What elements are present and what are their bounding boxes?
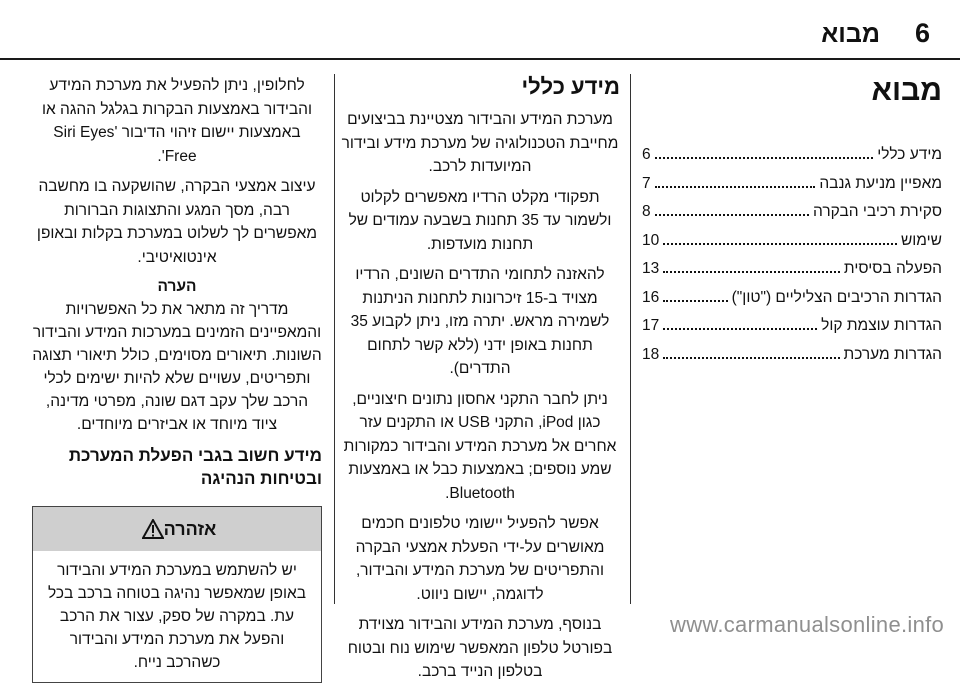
note-label: הערה	[157, 278, 197, 295]
toc-item-title: שימוש	[900, 231, 942, 249]
toc-item-page: 8	[642, 203, 651, 220]
page-header	[0, 0, 960, 58]
general-info-column	[340, 74, 620, 691]
paragraph: להאזנה לתחומי התדרים השונים, הרדיו מצויד ב-15 זיכרונות לתחנות הניתנות לשמירה מראש. יתרה מזו, ניתן לקבוע 35 תחנות באופן ידני (ללא קשר לתחום התדרים).	[350, 266, 610, 377]
toc-item-page: 6	[642, 146, 651, 163]
toc-item-page: 7	[642, 174, 651, 192]
paragraph: תפקודי מקלט הרדיו מאפשרים לקלוט ולשמור עד 35 תחנות בשבעה עמודים של תחנות מועדפות.	[348, 188, 612, 253]
toc-item-page: 10	[642, 231, 660, 249]
toc-leader-dots	[663, 299, 727, 302]
toc-leader-dots	[663, 270, 840, 273]
toc-item-title: מאפיין מניעת גנבה	[819, 174, 942, 192]
header-title: מבוא	[821, 20, 880, 48]
toc-item[interactable]	[642, 175, 942, 204]
toc-item-title: הגדרות עוצמת קול	[821, 317, 942, 334]
toc-leader-dots	[663, 242, 897, 245]
paragraph: בנוסף, מערכת המידע והבידור מצוידת בפורטל טלפון המאפשר שימוש נוח ובטוח בטלפון הנייד ברכב.	[347, 616, 613, 680]
toc-leader-dots	[655, 185, 816, 188]
warning-title: אזהרה	[163, 518, 217, 539]
toc-leader-dots	[655, 156, 874, 159]
toc-item[interactable]	[642, 317, 942, 346]
paragraph: לחלופין, ניתן להפעיל את מערכת המידע והבידור באמצעות הבקרות בגלגל ההגה או באמצעות יישום זיהוי הדיבור 'Siri Eyes Free'.	[41, 77, 313, 165]
toc-item-page: 16	[642, 288, 660, 306]
toc-item[interactable]	[642, 346, 942, 375]
toc-leader-dots	[663, 356, 839, 359]
header-divider	[0, 58, 960, 60]
toc-item-title: הגדרות הרכיבים הצליליים ("טון")	[731, 288, 942, 306]
toc-title: מבוא	[871, 74, 942, 107]
toc-leader-dots	[663, 327, 817, 330]
toc-item-page: 17	[642, 317, 660, 334]
toc-item[interactable]	[642, 146, 942, 175]
toc-item[interactable]	[642, 203, 942, 232]
warning-text: יש להשתמש במערכת המידע והבידור באופן שמאפשר נהיגה בטוחה ברכב בכל עת. במקרה של ספק, עצור את הרכב והפעל את מערכת המידע והבידור כשהרכב נייח.	[48, 562, 306, 671]
toc-item-page: 13	[642, 260, 660, 277]
column-divider	[630, 74, 631, 604]
toc-item-title: סקירת רכיבי הבקרה	[812, 203, 942, 220]
toc-item-title: מידע כללי	[877, 146, 942, 163]
paragraph: עיצוב אמצעי הבקרה, שהושקעה בו מחשבה רבה, מסך המגע והתצוגות הברורות מאפשרים לך לשלוט במערכת בקלות ובאופן אינטואיטיבי.	[36, 178, 318, 266]
toc-item[interactable]	[642, 289, 942, 318]
warning-box	[32, 506, 322, 683]
toc-leader-dots	[655, 213, 809, 216]
toc-column	[642, 74, 942, 374]
paragraph: ניתן לחבר התקני אחסון נתונים חיצוניים, כגון iPod, התקני USB או התקנים עזר אחרים אל מערכת המידע והבידור כמקורות שמע נוספים; באמצעות כבל או באמצעות Bluetooth.	[343, 390, 617, 502]
toc-list	[642, 146, 942, 374]
page-number: 6	[914, 18, 930, 48]
watermark-link[interactable]: www.carmanualsonline.info	[670, 612, 945, 637]
toc-item-title: הפעלה בסיסית	[843, 260, 942, 277]
note-text: מדריך זה מתאר את כל האפשרויות והמאפיינים הזמינים במערכות המידע והבידור השונות. תיאורים מסוימים, כולל תיאורי תצוגה ותפריטים, עשויים שלא להיות ישימים לכלי הרכב שלך עקב דגם שונה, מפרטי מדינה, ציוד מיוחד או אביזרים מיוחדים.	[32, 301, 322, 433]
paragraph: אפשר להפעיל יישומי טלפונים חכמים מאושרים על-ידי הפעלת אמצעי הבקרה והתפריטים של מערכת המידע והבידור, לדוגמה, יישום ניווט.	[355, 515, 605, 603]
toc-item-title: הגדרות מערכת	[843, 345, 942, 363]
general-info-title: מידע כללי	[521, 74, 620, 99]
warning-triangle-icon	[142, 519, 164, 539]
column-divider	[334, 74, 335, 604]
safety-subtitle: מידע חשוב בגבי הפעלת המערכת ובטיחות הנהיגה	[68, 446, 322, 488]
toc-item-page: 18	[642, 345, 660, 363]
toc-item[interactable]	[642, 260, 942, 289]
operation-column	[32, 74, 322, 683]
paragraph: מערכת המידע והבידור מצטיינת בביצועים מחייבת הטכנולוגיה של מערכת מידע ובידור המיועדות לרכב.	[341, 111, 619, 175]
toc-item[interactable]	[642, 232, 942, 261]
warning-header	[33, 507, 321, 551]
